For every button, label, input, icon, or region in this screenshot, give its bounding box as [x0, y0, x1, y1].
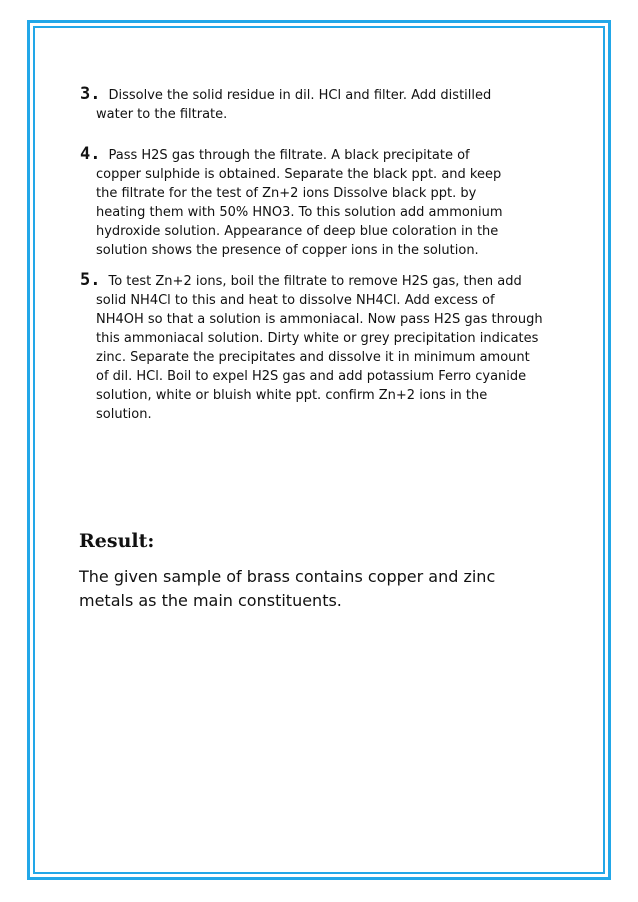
step-line: water to the filtrate.	[96, 107, 228, 122]
step-line: To test Zn+2 ions, boil the filtrate to remove H2S gas, then add	[108, 274, 522, 289]
step-line: the filtrate for the test of Zn+2 ions Dissolve black ppt. by	[96, 186, 477, 201]
step-3	[80, 85, 562, 124]
step-line: copper sulphide is obtained. Separate the black ppt. and keep	[96, 167, 502, 182]
step-number: 4.	[80, 144, 101, 164]
step-line: hydroxide solution. Appearance of deep blue coloration in the	[96, 224, 499, 239]
step-line: solution.	[96, 407, 152, 422]
step-line: of dil. HCl. Boil to expel H2S gas and add potassium Ferro cyanide	[96, 369, 527, 384]
result-text: The given sample of brass contains copper and zinc metals as the main constituents.	[79, 567, 496, 610]
step-line: this ammoniacal solution. Dirty white or grey precipitation indicates	[96, 331, 539, 346]
step-line: Dissolve the solid residue in dil. HCl and filter. Add distilled	[108, 88, 492, 103]
step-line: solid NH4Cl to this and heat to dissolve NH4Cl. Add excess of	[96, 293, 495, 308]
step-number: 5.	[80, 270, 101, 290]
step-line: NH4OH so that a solution is ammoniacal. Now pass H2S gas through	[96, 312, 543, 327]
step-line: solution shows the presence of copper ions in the solution.	[96, 243, 479, 258]
result-heading: Result:	[79, 530, 155, 552]
step-number: 3.	[80, 84, 101, 104]
step-line: Pass H2S gas through the filtrate. A black precipitate of	[108, 148, 470, 163]
step-line: solution, white or bluish white ppt. confirm Zn+2 ions in the	[96, 388, 488, 403]
step-line: heating them with 50% HNO3. To this solution add ammonium	[96, 205, 503, 220]
step-line: zinc. Separate the precipitates and dissolve it in minimum amount	[96, 350, 530, 365]
step-5	[80, 271, 562, 424]
step-4	[80, 145, 562, 260]
